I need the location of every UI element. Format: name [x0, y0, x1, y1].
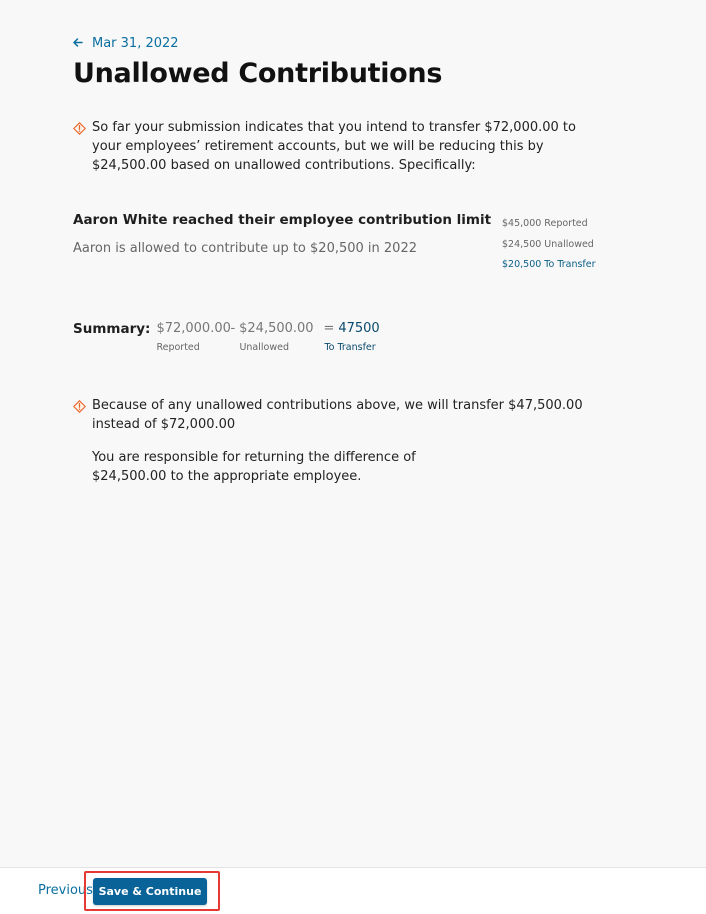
summary-unallowed-row: [230, 320, 323, 338]
limit-amounts: [502, 214, 596, 276]
limit-unallowed: $24,500 Unallowed: [502, 238, 594, 250]
main-content: [73, 34, 613, 484]
result-notice: [73, 396, 587, 486]
summary-reported: [156, 320, 230, 353]
summary-unallowed-value: $24,500.00: [239, 321, 314, 336]
summary-transfer-value: 47500: [338, 321, 380, 336]
summary-transfer-row: [323, 320, 393, 338]
minus-operator: -: [230, 321, 236, 336]
summary-transfer: [323, 320, 393, 353]
limit-reported: $45,000 Reported: [502, 218, 588, 229]
summary-label: Summary:: [73, 321, 151, 337]
limit-to-transfer: $20,500 To Transfer: [502, 259, 596, 270]
intro-notice: [73, 118, 587, 175]
back-link-label[interactable]: Mar 31, 2022: [92, 35, 179, 51]
summary: [73, 320, 393, 353]
result-notice-text: Because of any unallowed contributions above, we will transfer $47,500.00 instead of $72,000.00: [92, 398, 583, 432]
warning-diamond-icon: [73, 398, 86, 411]
equals-operator: =: [323, 321, 335, 336]
limit-description: Aaron is allowed to contribute up to $20,500 in 2022: [73, 241, 417, 256]
summary-unallowed: [230, 320, 323, 353]
summary-reported-label: Reported: [156, 342, 200, 353]
result-notice-body: [92, 396, 587, 486]
footer-bar: [0, 867, 706, 914]
summary-reported-value: $72,000.00: [156, 321, 231, 336]
arrow-left-icon: [73, 37, 85, 49]
contribution-limit-item: [73, 212, 613, 270]
back-link[interactable]: [73, 34, 613, 52]
summary-unallowed-label: Unallowed: [239, 342, 289, 353]
intro-notice-text: So far your submission indicates that you intend to transfer $72,000.00 to your employees’ retirement accounts, but we will be reducing this by $24,500.00 based on unallowed contributions. Specifically:: [92, 120, 576, 173]
responsibility-text: You are responsible for returning the difference of $24,500.00 to the appropriate employee.: [92, 450, 416, 484]
page-title: Unallowed Contributions: [73, 58, 443, 89]
warning-diamond-icon: [73, 120, 86, 133]
limit-title: Aaron White reached their employee contribution limit: [73, 212, 492, 228]
previous-link[interactable]: Previous: [38, 883, 93, 898]
summary-transfer-label: To Transfer: [324, 342, 376, 353]
save-continue-button[interactable]: Save & Continue: [93, 878, 207, 905]
